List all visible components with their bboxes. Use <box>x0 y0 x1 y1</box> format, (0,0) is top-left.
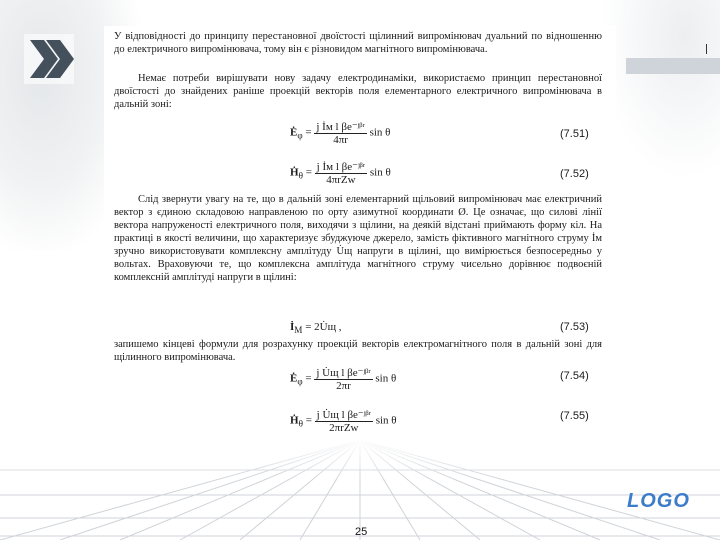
equation-number-7-51: (7.51) <box>560 128 589 140</box>
logo: LOGO <box>627 490 690 512</box>
paragraph-far-zone: Слід звернути увагу на те, що в дальній зоні елементарний щільовий випромінювач має електричний вектор з єдиною складовою направленою по орту азимутної координати Ø. Це означає, що силові лінії вектора напруженості електричного поля, виходячи з щілини, на деякій відстані приймають форму кіл. На практиці в якості величини, що характеризує збуджуюче джерело, замість фіктивного магнітного струму İм зручно використовувати комплексну амплітуду U̇щ напруги в щілині, що вимірюється безпосередньо у вольтах. Враховуючи те, що комплексна амплітуда магнітного струму чисельно дорівнює подвоєній комплексній амплітуді напруги в щілині: <box>114 194 602 283</box>
paragraph-final-formulas: запишемо кінцеві формули для розрахунку проекцій векторів електромагнітного поля в дальній зоні для щілинного випромінювача. <box>114 339 602 363</box>
decorative-grid <box>0 440 720 540</box>
equation-7-55: Ḣ$_\theta$ = $\frac{\text{j U̇щ l βe⁻ʲᵝʳ}}{\text{2πrZw}}$ sin θ <box>290 409 397 434</box>
paragraph-principle: Немає потреби вирішувати нову задачу електродинаміки, використаємо принцип перестановної двоїстості до знайдених раніше проекцій векторів поля елементарного електричного випромінювача в дальній зоні: <box>114 73 602 110</box>
equation-7-52: Ḣ$_\theta$ = $\frac{\text{j İм l βe⁻ʲᵝʳ}}{\text{4πrZw}}$ sin θ <box>290 161 391 186</box>
equation-7-54: $Ė_\varphi$ = $\frac{\text{j U̇щ l βe⁻ʲᵝʳ}}{2\pi r}$ sin θ <box>290 367 397 392</box>
equation-number-7-54: (7.54) <box>560 370 589 382</box>
double-chevron-icon <box>24 34 74 84</box>
header-accent-bar <box>626 58 720 74</box>
equation-7-51: $Ė_\varphi$ = $\frac{\text{j İм l βe⁻ʲᵝʳ}}{4\pi r}$ sin θ <box>290 121 391 146</box>
world-map-background-right <box>600 0 720 180</box>
equation-number-7-53: (7.53) <box>560 321 589 333</box>
paragraph-intro: У відповідності до принципу перестановної двоїстості щілинний випромінювач дуальний по відношенню до електричного випромінювача, тому він є різновидом магнітного випромінювача. <box>114 31 602 55</box>
equation-number-7-55: (7.55) <box>560 410 589 422</box>
page-number: 25 <box>355 526 368 538</box>
equation-number-7-52: (7.52) <box>560 168 589 180</box>
header-tick-mark <box>706 44 707 54</box>
equation-7-53: $İ_М$ = 2U̇щ , <box>290 321 342 336</box>
